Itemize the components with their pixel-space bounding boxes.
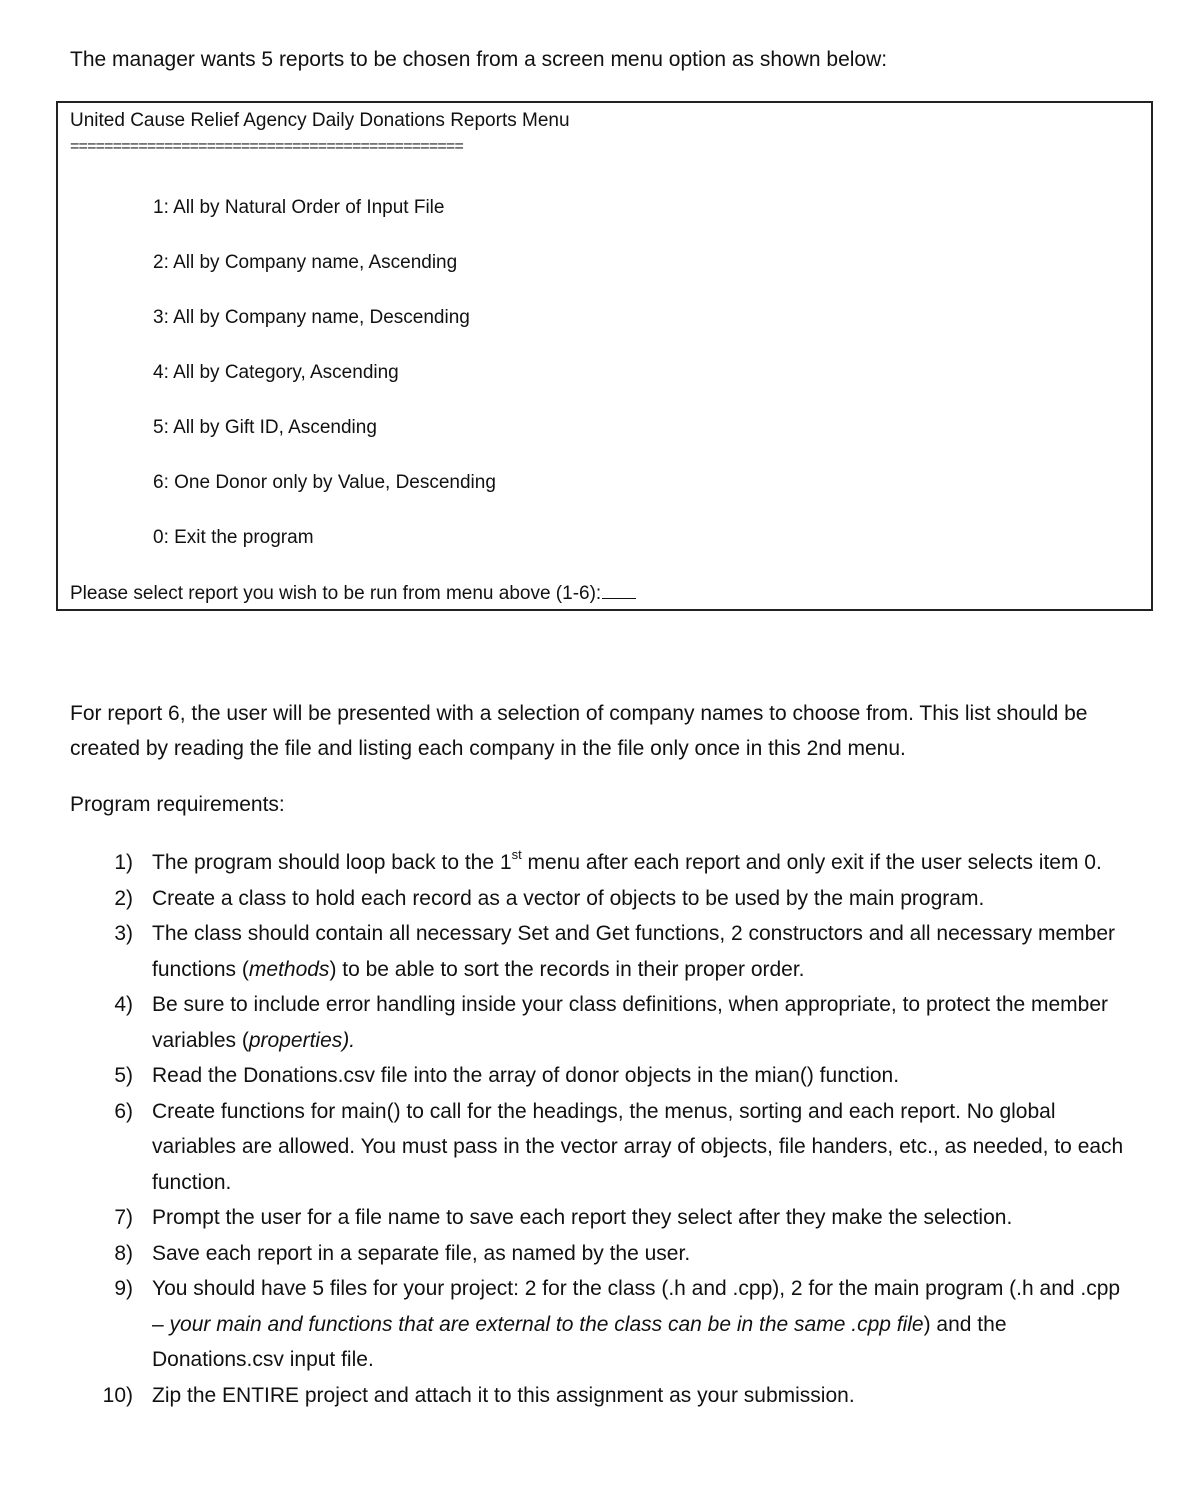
menu-item: 6: One Donor only by Value, Descending: [153, 472, 496, 493]
requirement-number: 2): [114, 886, 133, 910]
requirement-emphasis: properties).: [248, 1028, 356, 1052]
requirement-number: 4): [114, 993, 133, 1016]
intro-text: The manager wants 5 reports to be chosen from a screen menu option as shown below:: [70, 48, 888, 71]
menu-item: 2: All by Company name, Ascending: [153, 252, 458, 273]
requirements-title: Program requirements:: [70, 793, 285, 816]
requirement-number: 8): [114, 1241, 133, 1265]
requirement-item: [0, 1094, 1196, 1201]
requirement-item: [0, 845, 1196, 881]
requirement-text: Prompt the user for a file name to save each report they select after they make the selection.: [152, 1206, 1013, 1229]
report6-paragraph: For report 6, the user will be presented with a selection of company names to choose from. This list should be created by reading the file and listing each company in the file only once in this 2nd menu.: [70, 702, 1088, 760]
menu-item: 0: Exit the program: [153, 527, 314, 548]
menu-title: United Cause Relief Agency Daily Donations Reports Menu: [70, 110, 570, 131]
requirement-item: [0, 1236, 1196, 1272]
requirement-text: Zip the ENTIRE project and attach it to this assignment as your submission.: [152, 1383, 855, 1407]
requirement-item: [0, 1271, 1196, 1378]
requirement-item: [0, 1200, 1196, 1236]
requirement-number: 10): [102, 1383, 133, 1407]
requirement-item: [0, 987, 1196, 1058]
requirement-text: Create functions for main() to call for the headings, the menus, sorting and each report. No global variables are allowed. You must pass in the vector array of objects, file handers, etc., as needed, to each function.: [152, 1099, 1124, 1194]
menu-item: 4: All by Category, Ascending: [153, 362, 399, 383]
requirement-emphasis: methods: [248, 957, 330, 981]
requirement-number: 1): [114, 851, 133, 874]
requirements-list: [0, 845, 1196, 1413]
requirement-text: ) to be able to sort the records in their proper order.: [329, 957, 805, 981]
answer-blank: [602, 580, 636, 599]
requirement-item: [0, 881, 1196, 917]
requirement-text: Be sure to include error handling inside your class definitions, when appropriate, to protect the member variables (: [152, 993, 1109, 1052]
requirement-number: 3): [114, 922, 133, 945]
requirement-number: 9): [114, 1277, 133, 1300]
menu-divider: ==============================================: [70, 138, 464, 155]
requirement-text: menu after each report and only exit if the user selects item 0.: [521, 851, 1102, 874]
requirement-item: [0, 1058, 1196, 1094]
requirement-text: The class should contain all necessary Set and Get functions, 2 constructors and all necessary member functions (: [152, 922, 1115, 981]
requirement-number: 6): [114, 1099, 133, 1123]
requirement-text: The program should loop back to the 1: [152, 851, 512, 874]
requirement-text: Save each report in a separate file, as named by the user.: [152, 1241, 691, 1265]
menu-items: [153, 195, 496, 580]
requirement-text: Read the Donations.csv file into the array of donor objects in the mian() function.: [152, 1064, 900, 1087]
menu-prompt: [70, 580, 636, 607]
requirement-text: Create a class to hold each record as a vector of objects to be used by the main program.: [152, 886, 985, 910]
requirement-text: You should have 5 files for your project: 2 for the class (.h and .cpp), 2 for the main program (.h and .cpp –: [152, 1277, 1121, 1336]
requirement-text: ) and the Donations.csv input file.: [152, 1312, 1007, 1371]
requirement-emphasis: your main and functions that are external to the class can be in the same .cpp file: [169, 1312, 924, 1336]
requirement-number: 7): [114, 1206, 133, 1229]
menu-prompt-text: Please select report you wish to be run from menu above (1-6):: [70, 583, 602, 604]
menu-item: 3: All by Company name, Descending: [153, 307, 470, 328]
requirement-item: [0, 916, 1196, 987]
menu-item: 1: All by Natural Order of Input File: [153, 197, 445, 218]
requirement-number: 5): [114, 1064, 133, 1087]
menu-item: 5: All by Gift ID, Ascending: [153, 417, 377, 438]
menu-box: [56, 101, 1153, 611]
requirement-item: [0, 1378, 1196, 1414]
superscript: st: [511, 847, 522, 862]
